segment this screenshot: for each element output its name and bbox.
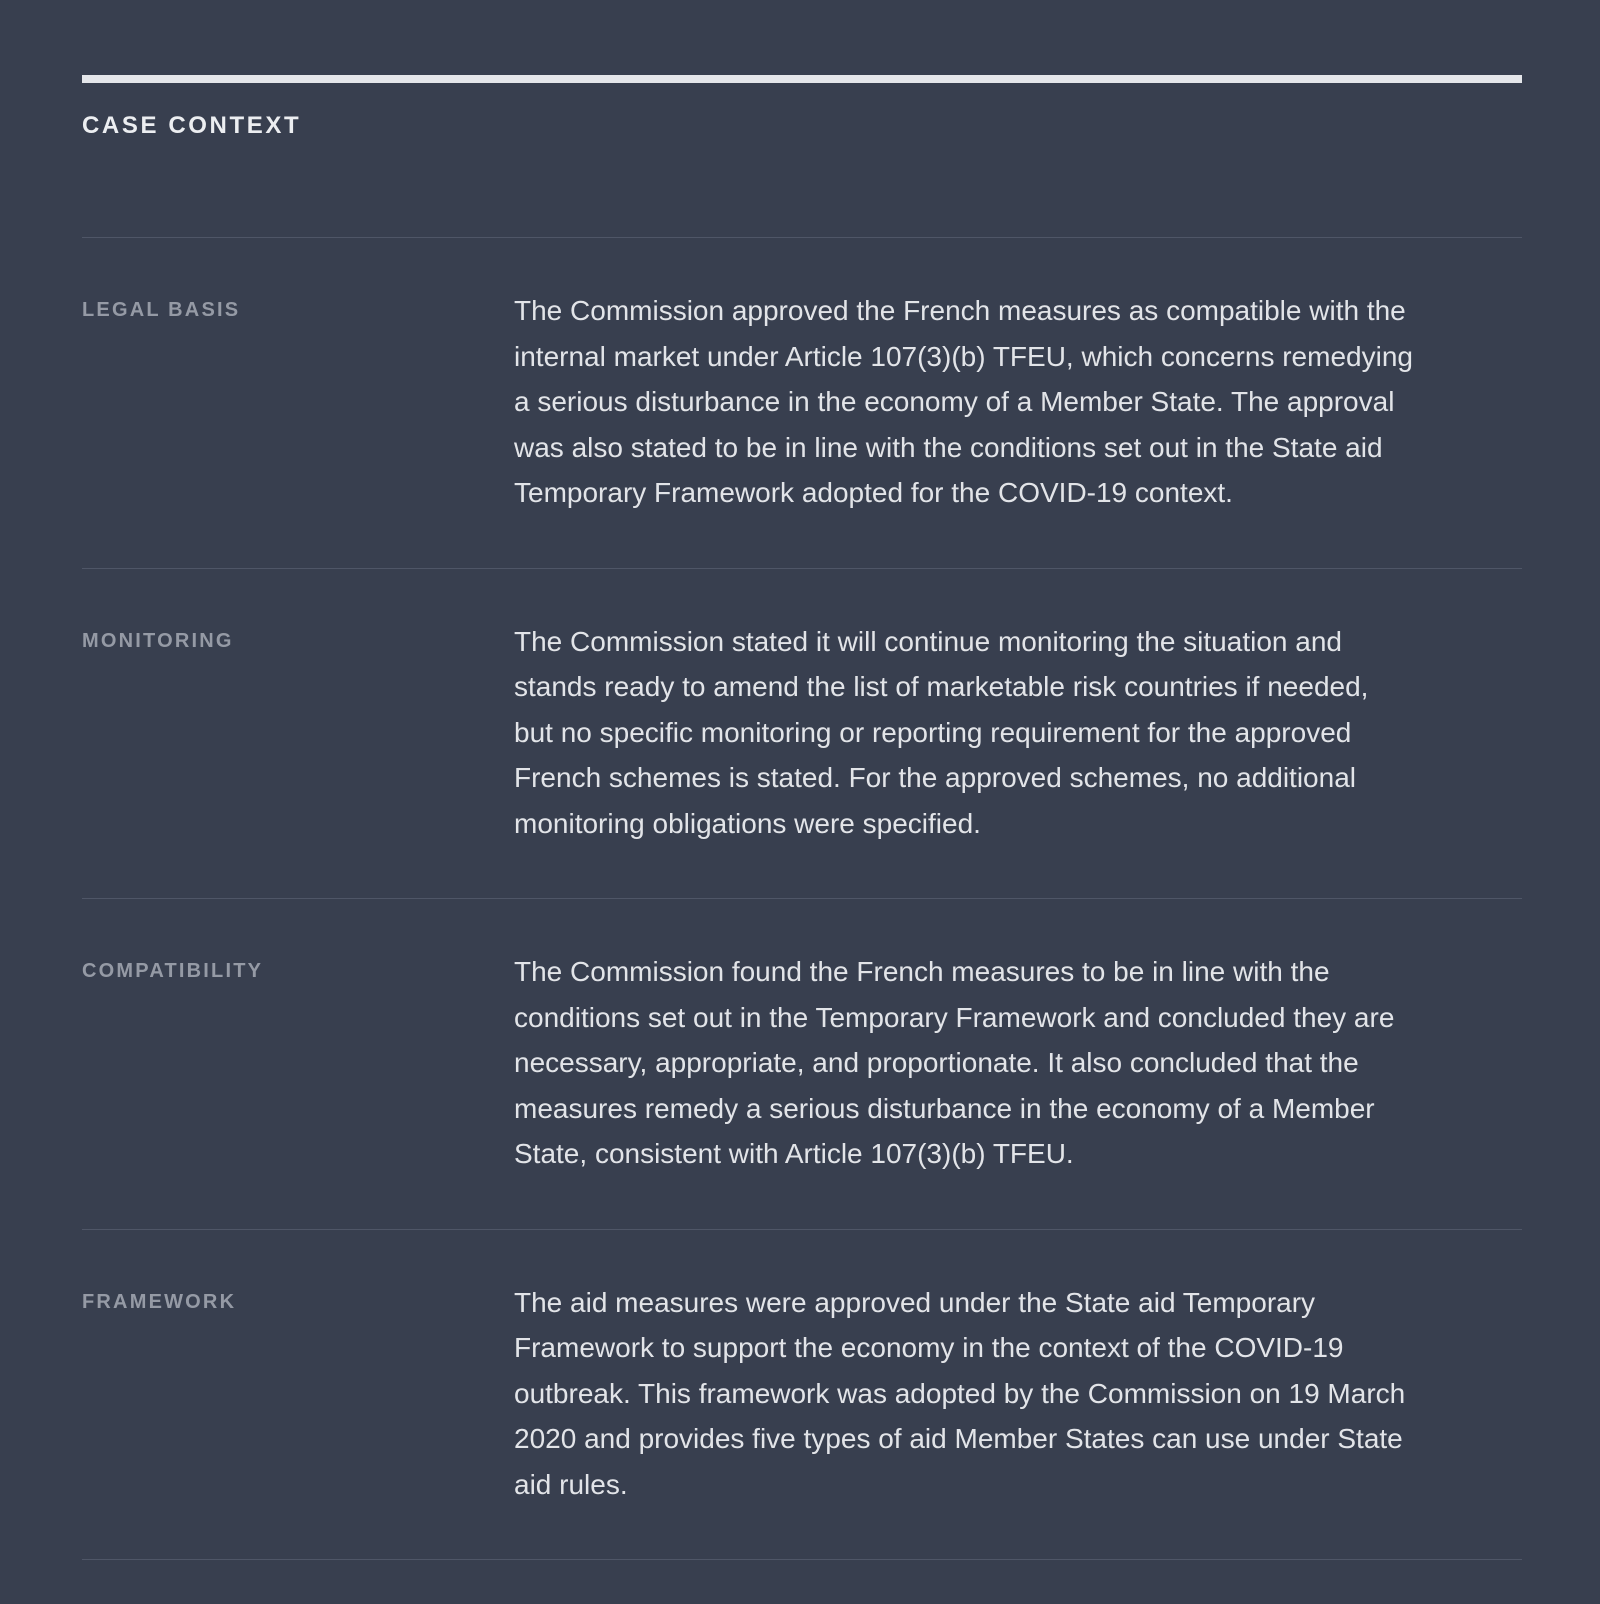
section-title: CASE CONTEXT bbox=[82, 112, 302, 139]
row-text-framework: The aid measures were approved under the State aid Temporary Framework to support the economy in the context of the COVID-19 outbreak. This framework was adopted by the Commission on 19 March 2020 and provides five types of aid Member States can use under State aid rules. bbox=[514, 1286, 1406, 1500]
row-label-legal-basis: LEGAL BASIS bbox=[82, 299, 241, 321]
row-label-monitoring: MONITORING bbox=[82, 629, 234, 652]
case-context-section bbox=[82, 75, 1522, 1560]
top-rule bbox=[82, 75, 1522, 83]
row-label-compatibility: COMPATIBILITY bbox=[82, 960, 264, 982]
row-label-framework: FRAMEWORK bbox=[82, 1290, 237, 1313]
row-framework bbox=[82, 1230, 1522, 1561]
context-rows bbox=[82, 237, 1522, 1560]
row-text-monitoring: The Commission stated it will continue monitoring the situation and stands ready to amend the list of marketable risk countries if needed, but no specific monitoring or reporting requirement for the approved French schemes is stated. For the approved schemes, no additional monitoring obligations were specified. bbox=[514, 625, 1369, 839]
row-compatibility bbox=[82, 899, 1522, 1230]
row-monitoring bbox=[82, 569, 1522, 900]
row-legal-basis bbox=[82, 238, 1522, 569]
row-text-legal-basis: The Commission approved the French measures as compatible with the internal market under Article 107(3)(b) TFEU, which concerns remedying a serious disturbance in the economy of a Member State. The approval was also stated to be in line with the conditions set out in the State aid Temporary Framework adopted for the COVID-19 context. bbox=[514, 295, 1413, 508]
row-text-compatibility: The Commission found the French measures to be in line with the conditions set out in the Temporary Framework and concluded they are necessary, appropriate, and proportionate. It also concluded that the measures remedy a serious disturbance in the economy of a Member State, consistent with Article 107(3)(b) TFEU. bbox=[514, 956, 1395, 1169]
